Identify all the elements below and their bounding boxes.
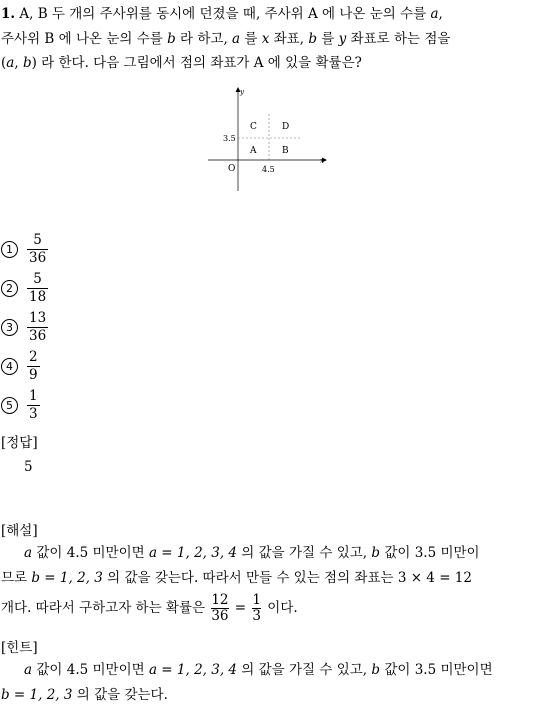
x-tick-label: 4.5 bbox=[262, 165, 275, 174]
choice-marker: 2 bbox=[1, 280, 18, 297]
choice-marker: 3 bbox=[1, 319, 18, 336]
choice-fraction: $\frac{2}{9}$ bbox=[29, 349, 38, 383]
region-b-label: B bbox=[282, 146, 289, 156]
choice-list bbox=[0, 230, 300, 425]
choice-fraction: $\frac{13}{36}$ bbox=[29, 310, 47, 344]
y-axis-label: y bbox=[240, 88, 244, 96]
explanation-fraction-1: $\frac{12}{36}$ bbox=[211, 592, 229, 624]
choice-marker: 5 bbox=[1, 397, 18, 414]
region-c-label: C bbox=[250, 122, 257, 132]
y-tick-label: 3.5 bbox=[223, 134, 236, 143]
origin-label: O bbox=[228, 164, 236, 174]
explanation-text bbox=[1, 541, 533, 624]
question-line-3: (a, b) 라 한다. 다음 그림에서 점의 좌표가 A 에 있을 확률은? bbox=[1, 55, 362, 71]
choice-1[interactable] bbox=[0, 230, 300, 269]
question-text bbox=[1, 2, 533, 76]
x-axis-label: x bbox=[320, 157, 324, 165]
question-number: 1. bbox=[1, 6, 16, 22]
coordinate-figure bbox=[205, 85, 330, 195]
region-d-label: D bbox=[282, 122, 290, 132]
choice-5[interactable] bbox=[0, 386, 300, 425]
explanation-line-2: 므로 b = 1, 2, 3 의 값을 갖는다. 따라서 만들 수 있는 점의 좌표는 3 × 4 = 12 bbox=[1, 570, 472, 586]
region-a-label: A bbox=[250, 146, 257, 156]
answer-value: 5 bbox=[24, 459, 33, 475]
question-line-2: 주사위 B 에 나온 눈의 수를 b 라 하고, a 를 x 좌표, b 를 y 좌표로 하는 점을 bbox=[1, 30, 451, 47]
choice-fraction: $\frac{5}{18}$ bbox=[29, 271, 47, 305]
choice-4[interactable] bbox=[0, 347, 300, 386]
question-line-1: 1. A, B 두 개의 주사위를 동시에 던졌을 때, 주사위 A 에 나온 눈의 수를 a, bbox=[1, 6, 443, 22]
explanation-fraction-2: $\frac{1}{3}$ bbox=[252, 592, 262, 624]
explanation-line-3: 개다. 따라서 구하고자 하는 확률은 $\frac{12}{36}$ = $\frac{1}{3}$ 이다. bbox=[1, 592, 298, 624]
hint-label: [힌트] bbox=[1, 640, 38, 656]
choice-3[interactable] bbox=[0, 308, 300, 347]
choice-marker: 4 bbox=[1, 358, 18, 375]
choice-2[interactable] bbox=[0, 269, 300, 308]
choice-fraction: $\frac{5}{36}$ bbox=[29, 232, 47, 266]
explanation-label: [해설] bbox=[1, 523, 38, 539]
answer-label: [정답] bbox=[1, 435, 38, 451]
hint-line-1: a 값이 4.5 미만이면 a = 1, 2, 3, 4 의 값을 가질 수 있고, b 값이 3.5 미만이면 bbox=[24, 662, 493, 678]
hint-line-2: b = 1, 2, 3 의 값을 갖는다. bbox=[1, 687, 168, 703]
explanation-line-1: a 값이 4.5 미만이면 a = 1, 2, 3, 4 의 값을 가질 수 있고, b 값이 3.5 미만이 bbox=[24, 545, 480, 561]
choice-fraction: $\frac{1}{3}$ bbox=[29, 388, 38, 422]
choice-marker: 1 bbox=[1, 241, 18, 258]
